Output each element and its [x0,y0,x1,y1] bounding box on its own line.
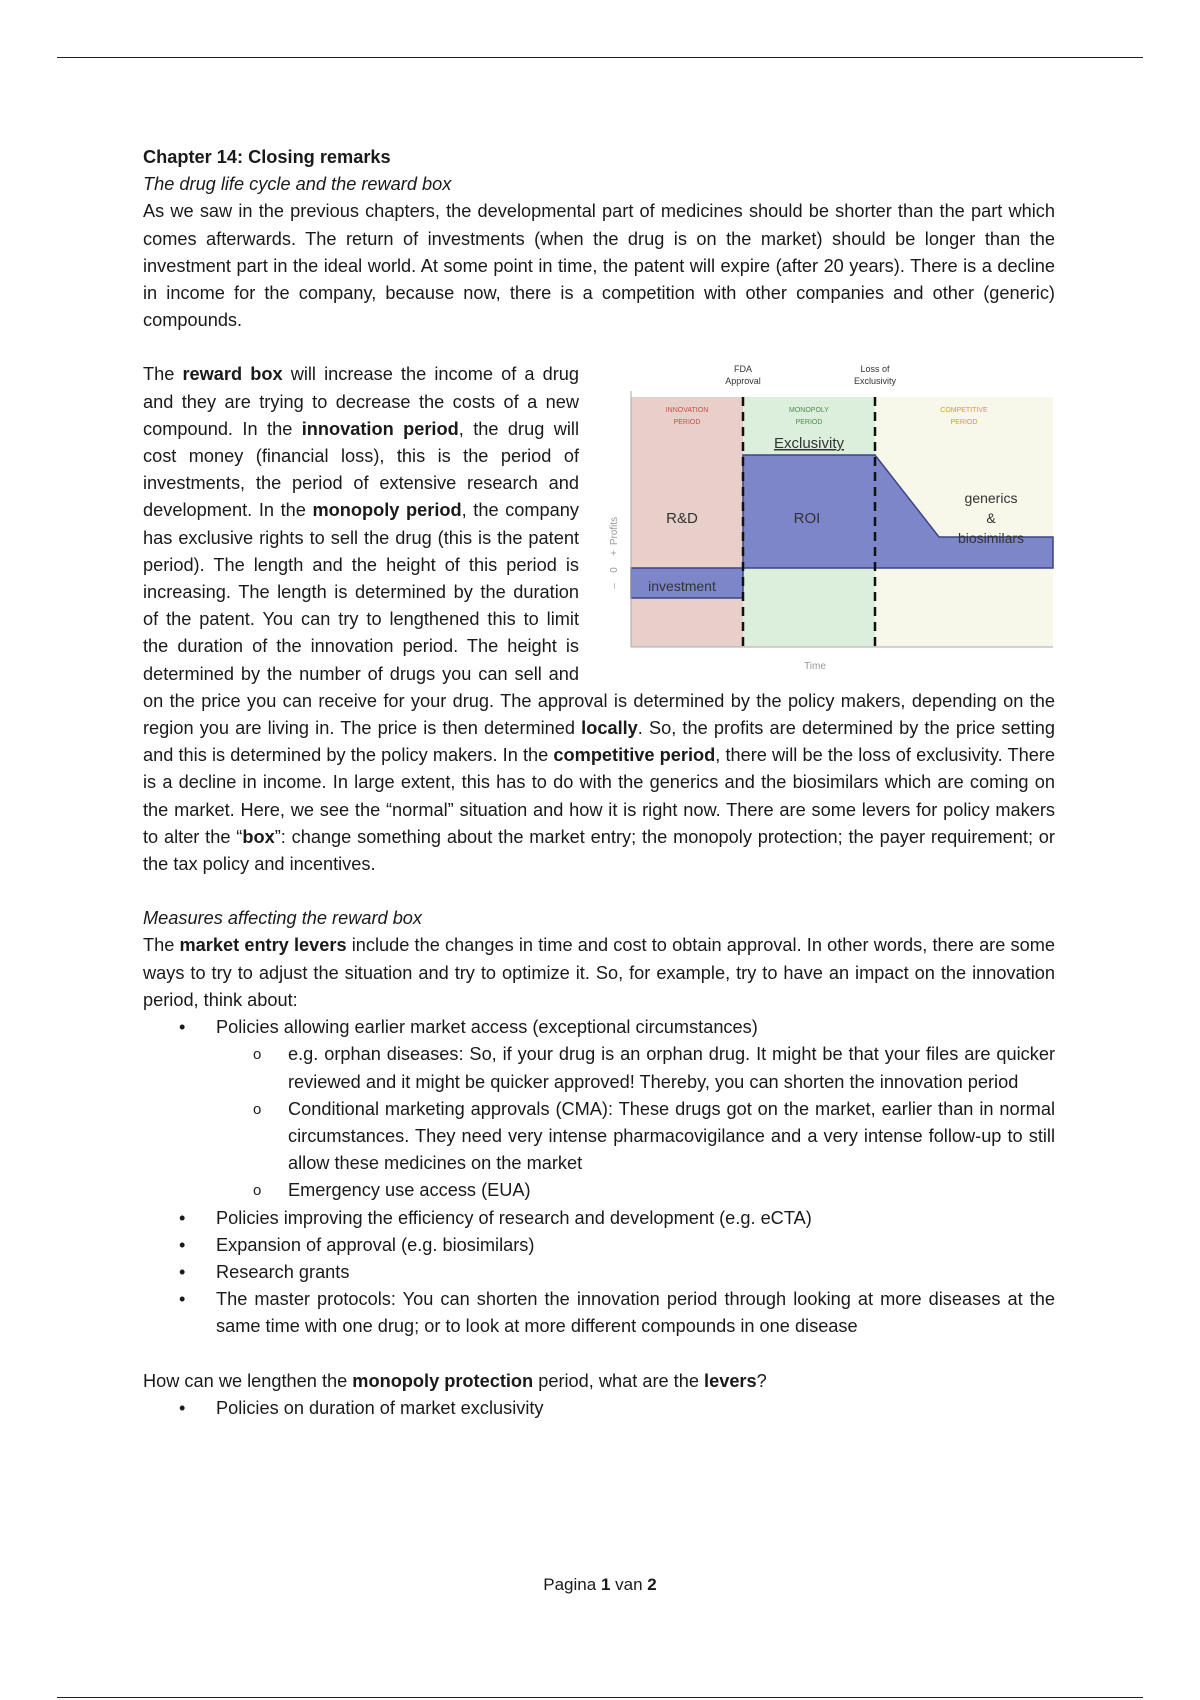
list-item: • Policies on duration of market exclusivity [143,1395,1055,1422]
section-title: Measures affecting the reward box [143,908,423,929]
monopoly-label: MONOPOLY [789,407,829,415]
generics-label: & [986,510,996,527]
section-title: The drug life cycle and the reward box [143,174,452,195]
list-item: • Policies improving the efficiency of research and development (e.g. eCTA) [143,1205,1055,1232]
rd-label: R&D [666,510,698,528]
list-item: o Emergency use access (EUA) [143,1177,1055,1204]
fda-label: FDA [734,364,752,375]
monopoly-levers-list [143,1395,1055,1422]
minus-tick: – [609,583,620,590]
list-item: o e.g. orphan diseases: So, if your drug is an orphan drug. It might be that your files are quicker reviewed and it might be quicker approved! Thereby, you can shorten the innovation period [143,1041,1055,1095]
innovation-label: PERIOD [673,419,701,427]
list-item: • Research grants [143,1259,1055,1286]
generics-label: biosimilars [957,530,1025,547]
list-item: o Conditional marketing approvals (CMA): These drugs got on the market, earlier than in normal circumstances. They need very intense pharmacovigilance and a very intense follow-up to still allow these medicines on the market [143,1096,1055,1178]
document-page [143,144,1055,1422]
list-item: • Expansion of approval (e.g. biosimilars) [143,1232,1055,1259]
page-footer: Pagina 1 van 2 [543,1575,657,1594]
reward-box-diagram [593,361,1055,679]
competitive-label: COMPETITIVE [940,407,988,415]
profits-axis-label: Profits [609,517,620,546]
plus-tick: + [609,550,620,557]
paragraph: How can we lengthen the monopoly protection period, what are the levers? [143,1370,767,1391]
top-rule [57,57,1143,58]
exclusivity-label: Exclusivity [773,435,845,453]
fda-label: Approval [725,376,761,387]
loe-label: Exclusivity [853,376,897,387]
time-axis-label: Time [804,661,826,673]
paragraph: As we saw in the previous chapters, the developmental part of medicines should be shorter than the part which comes afterwards. The return of investments (when the drug is on the market) should be longer than the investment part in the ideal world. At some point in time, the patent will expire (after 20 years). There is a decline in income for the company, because now, there is a competition with other companies and other (generic) compounds. [143,201,1055,331]
paragraph: The market entry levers include the changes in time and cost to obtain approval. In other words, there are some ways to try to adjust the situation and try to optimize it. So, for example, try to have an impact on the innovation period, think about: [143,935,1055,1010]
competitive-label: PERIOD [950,419,978,427]
roi-label: ROI [793,510,821,528]
zero-tick: 0 [609,567,620,574]
chapter-title: Chapter 14: Closing remarks [143,147,391,167]
bottom-rule [57,1697,1143,1698]
list-item: • Policies allowing earlier market access (exceptional circumstances) [143,1014,1055,1041]
investment-label: investment [648,578,716,595]
list-item: • The master protocols: You can shorten the innovation period through looking at more diseases at the same time with one drug; or to look at more different compounds in one disease [143,1286,1055,1340]
generics-label: generics [964,490,1018,507]
monopoly-label: PERIOD [795,419,823,427]
reward-box-paragraph: The reward box will increase the income of a drug and they are trying to decrease the costs of a new compound. In the innovation period, the drug will cost money (financial loss), this is the period of investments, the period of extensive research and development. In the monopoly period, the company has exclusive rights to sell the drug (this is the patent period). The length and the height of this period is increasing. The length is determined by the duration of the patent. You can try to lengthened this to limit the duration of the innovation period. The height is determined by the number of drugs you can sell and on the price you can receive for your drug. The approval is determined by the policy makers, depending on the region you are living in. The price is then determined locally. So, the profits are determined by the price setting and this is determined by the policy makers. In the competitive period, there will be the loss of exclusivity. There is a decline in income. In large extent, this has to do with the generics and the biosimilars which are coming on the market. Here, we see the “normal” situation and how it is right now. There are some levers for policy makers to alter the “box”: change something about the market entry; the monopoly protection; the payer requirement; or the tax policy and incentives. [143,364,1055,875]
loe-label: Loss of [860,364,890,375]
levers-list [143,1014,1055,1340]
innovation-label: INNOVATION [665,407,709,415]
